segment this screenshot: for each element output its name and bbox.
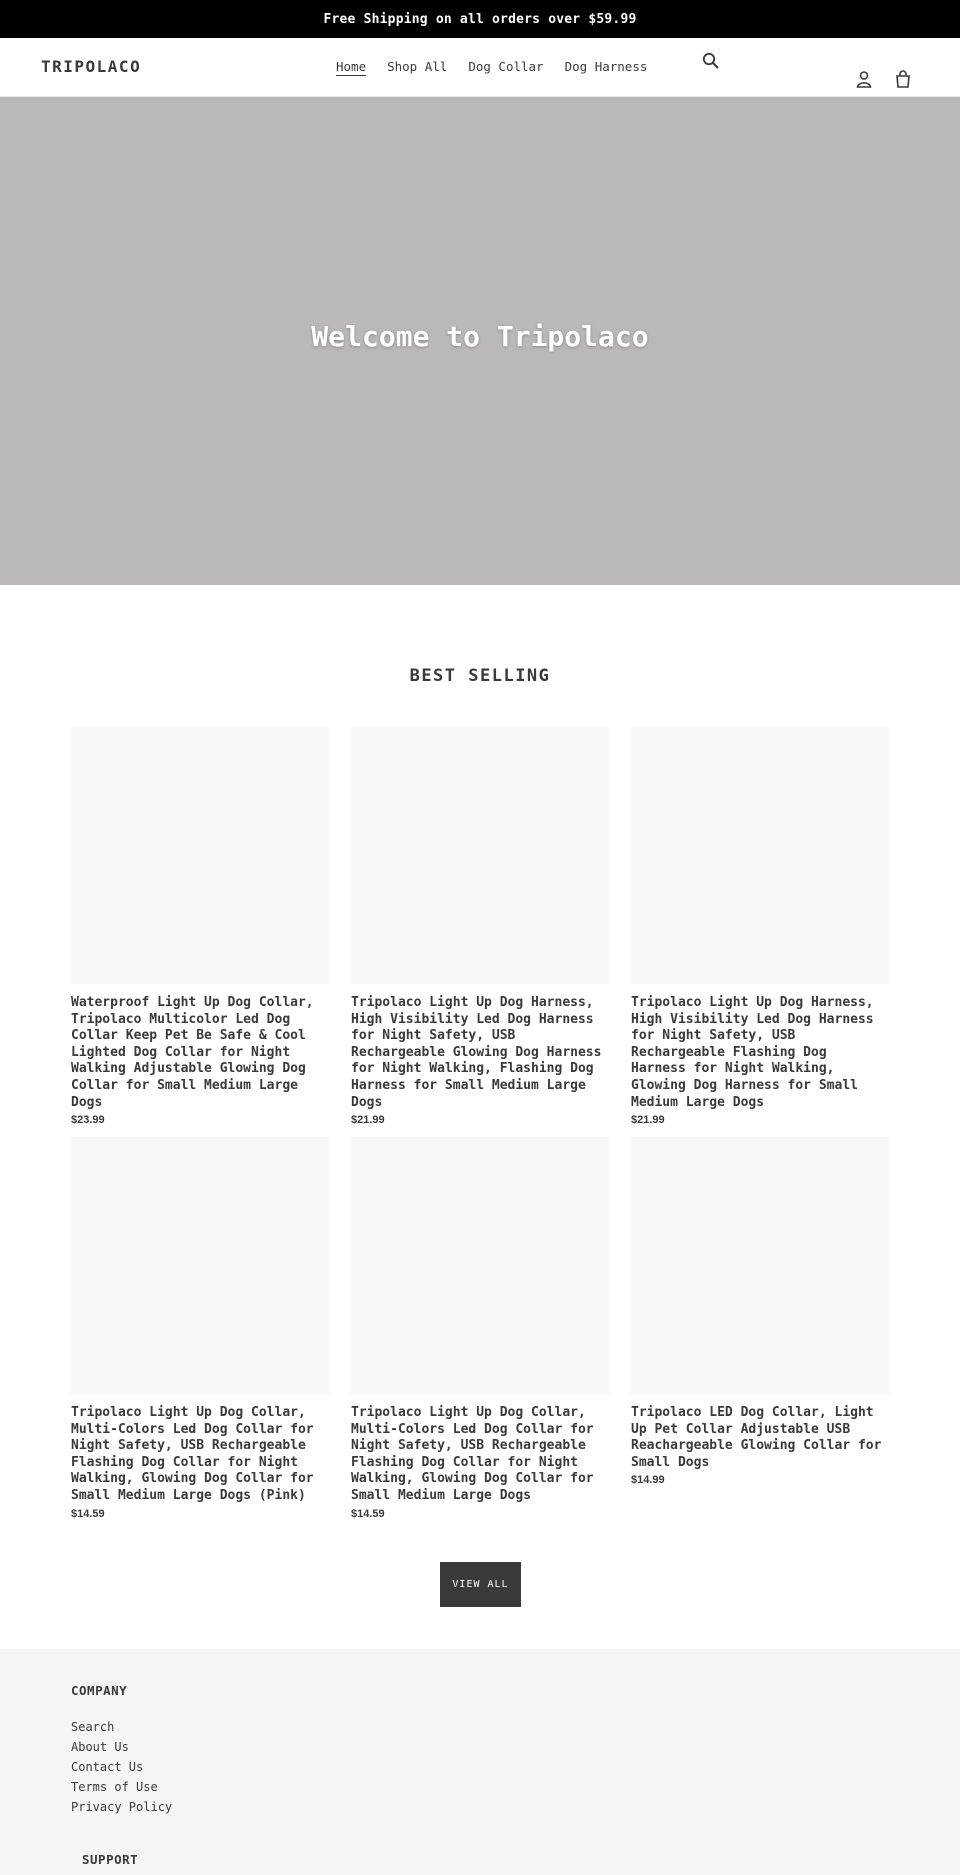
site-footer (0, 1649, 960, 1875)
user-icon[interactable] (854, 69, 874, 89)
product-title[interactable]: Tripolaco Light Up Dog Harness, High Visibility Led Dog Harness for Night Safety, USB Rechargeable Flashing Dog Harness for Night Walking, Glowing Dog Harness for Small Medium Large Dogs (631, 995, 874, 1110)
product-price: $14.59 (351, 1507, 385, 1520)
product-image[interactable] (71, 727, 329, 984)
footer-support-heading: SUPPORT (82, 1852, 139, 1867)
nav-dog-harness[interactable]: Dog Harness (564, 59, 648, 74)
product-title[interactable]: Tripolaco Light Up Dog Collar, Multi-Colors Led Dog Collar for Night Safety, USB Rechargeable Flashing Dog Collar for Night Walking, Glowing Dog Collar for Small Medium Large Dogs (351, 1405, 594, 1503)
product-image[interactable] (351, 727, 609, 984)
footer-link-terms-of-use[interactable]: Terms of Use (71, 1780, 158, 1794)
site-logo[interactable]: TRIPOLACO (41, 57, 142, 76)
nav-dog-collar[interactable]: Dog Collar (468, 59, 544, 74)
product-title[interactable]: Tripolaco LED Dog Collar, Light Up Pet Collar Adjustable USB Reachargeable Glowing Collar for Small Dogs (631, 1405, 882, 1470)
product-title[interactable]: Tripolaco Light Up Dog Harness, High Visibility Led Dog Harness for Night Safety, USB Rechargeable Glowing Dog Harness for Night Walking, Flashing Dog Harness for Small Medium Large Dogs (351, 995, 602, 1110)
hero-banner (0, 97, 960, 585)
product-card[interactable] (631, 1137, 889, 1486)
announcement-text: Free Shipping on all orders over $59.99 (323, 11, 637, 27)
search-icon[interactable] (701, 51, 721, 71)
product-image[interactable] (631, 1137, 889, 1394)
footer-link-contact-us[interactable]: Contact Us (71, 1760, 144, 1774)
product-card[interactable] (71, 1137, 329, 1520)
footer-link-about-us[interactable]: About Us (71, 1740, 129, 1754)
hero-title: Welcome to Tripolaco (311, 319, 649, 353)
footer-link-privacy-policy[interactable]: Privacy Policy (71, 1800, 173, 1814)
product-card[interactable] (351, 1137, 609, 1520)
main-nav (336, 59, 647, 76)
cart-icon[interactable] (893, 69, 913, 89)
product-card[interactable] (631, 727, 889, 1126)
product-title[interactable]: Waterproof Light Up Dog Collar, Tripolaco Multicolor Led Dog Collar Keep Pet Be Safe & Cool Lighted Dog Collar for Night Walking Adjustable Glowing Dog Collar for Small Medium Large Dogs (71, 995, 314, 1110)
nav-shop-all[interactable]: Shop All (387, 59, 448, 74)
footer-link-search[interactable]: Search (71, 1720, 115, 1734)
product-price: $23.99 (71, 1114, 105, 1127)
best-selling-title: BEST SELLING (409, 666, 551, 686)
product-image[interactable] (631, 727, 889, 984)
footer-company-heading: COMPANY (71, 1683, 128, 1698)
product-price: $14.99 (631, 1474, 665, 1487)
product-card[interactable] (71, 727, 329, 1126)
product-price: $21.99 (351, 1114, 385, 1127)
product-image[interactable] (351, 1137, 609, 1394)
product-price: $14.59 (71, 1507, 105, 1520)
view-all-button[interactable]: VIEW ALL (440, 1562, 521, 1607)
product-image[interactable] (71, 1137, 329, 1394)
product-price: $21.99 (631, 1114, 665, 1127)
site-header (0, 38, 960, 97)
footer-links (71, 1717, 172, 1817)
announcement-bar (0, 0, 960, 38)
nav-home[interactable]: Home (336, 59, 367, 74)
product-title[interactable]: Tripolaco Light Up Dog Collar, Multi-Colors Led Dog Collar for Night Safety, USB Rechargeable Flashing Dog Collar for Night Walking, Glowing Dog Collar for Small Medium Large Dogs (Pink) (71, 1405, 314, 1503)
product-card[interactable] (351, 727, 609, 1126)
